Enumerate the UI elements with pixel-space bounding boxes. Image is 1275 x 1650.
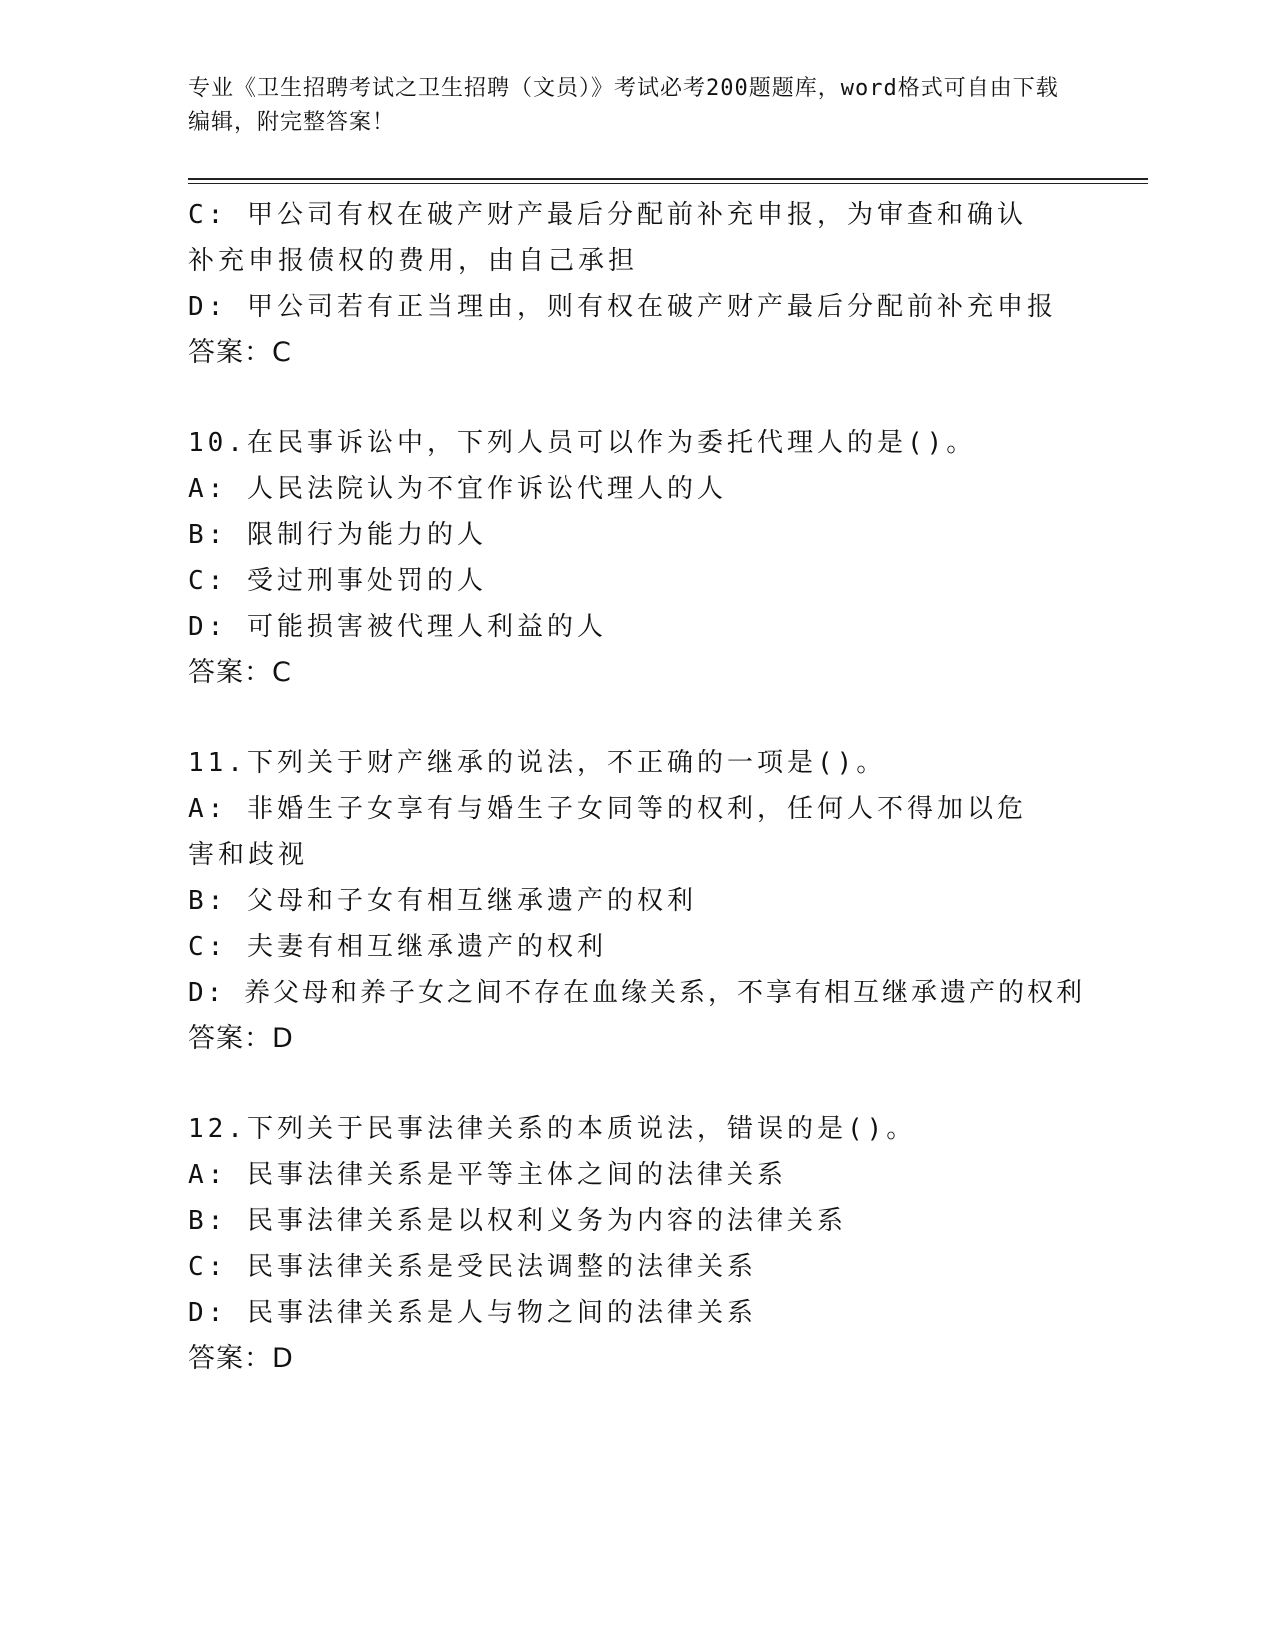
option-d: D: 可能损害被代理人利益的人 <box>188 612 607 642</box>
answer-line: 答案：C <box>188 657 292 688</box>
option-a: A: 非婚生子女享有与婚生子女同等的权利，任何人不得加以危害和歧视 <box>188 794 1027 870</box>
option-d: D: 民事法律关系是人与物之间的法律关系 <box>188 1298 757 1328</box>
option-b: B: 民事法律关系是以权利义务为内容的法律关系 <box>188 1206 847 1236</box>
option-d: D: 甲公司若有正当理由，则有权在破产财产最后分配前补充申报 <box>188 292 1057 322</box>
option-a: A: 人民法院认为不宜作诉讼代理人的人 <box>188 474 727 504</box>
option-c: C: 民事法律关系是受民法调整的法律关系 <box>188 1252 757 1282</box>
question-stem: 12.下列关于民事法律关系的本质说法，错误的是()。 <box>188 1114 917 1144</box>
option-c: C: 受过刑事处罚的人 <box>188 566 487 596</box>
page-header-title: 专业《卫生招聘考试之卫生招聘（文员）》考试必考200题题库，word格式可自由下载编辑，附完整答案！ <box>188 76 1059 135</box>
option-b: B: 限制行为能力的人 <box>188 520 487 550</box>
question-12 <box>188 1106 1088 1382</box>
question-stem: 10.在民事诉讼中，下列人员可以作为委托代理人的是()。 <box>188 428 977 458</box>
header-divider-thin <box>188 183 1148 184</box>
continued-question <box>188 192 1088 376</box>
option-d: D: 养父母和养子女之间不存在血缘关系，不享有相互继承遗产的权利 <box>188 978 1085 1008</box>
question-stem: 11.下列关于财产继承的说法，不正确的一项是()。 <box>188 748 887 778</box>
option-c: C: 夫妻有相互继承遗产的权利 <box>188 932 607 962</box>
answer-line: 答案：D <box>188 1023 294 1054</box>
question-10 <box>188 420 1088 696</box>
question-11 <box>188 740 1088 1062</box>
question-content <box>188 192 1088 1382</box>
header-divider-thick <box>188 178 1148 180</box>
option-b: B: 父母和子女有相互继承遗产的权利 <box>188 886 697 916</box>
answer-line: 答案：D <box>188 1343 294 1374</box>
option-c: C: 甲公司有权在破产财产最后分配前补充申报，为审查和确认补充申报债权的费用，由自己承担 <box>188 200 1027 276</box>
option-a: A: 民事法律关系是平等主体之间的法律关系 <box>188 1160 787 1190</box>
answer-line: 答案：C <box>188 337 292 368</box>
